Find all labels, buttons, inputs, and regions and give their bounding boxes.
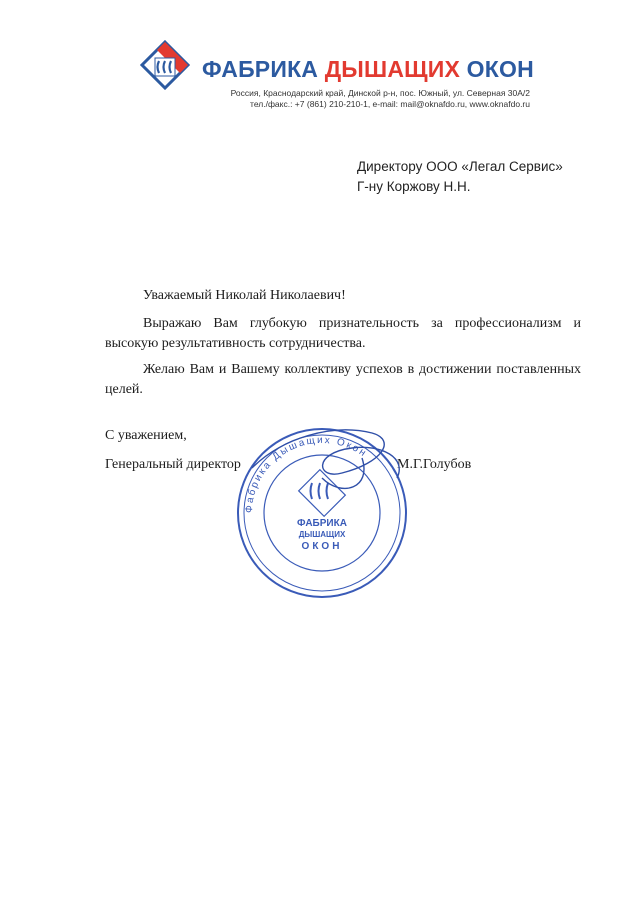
recipient-line-2: Г-ну Коржову Н.Н.: [357, 179, 471, 194]
company-stamp: [222, 418, 422, 608]
company-name-word-1: ФАБРИКА: [202, 56, 319, 82]
company-contacts: тел./факс.: +7 (861) 210-210-1, e-mail: mail@oknafdo.ru, www.oknafdo.ru: [250, 99, 530, 109]
recipient-line-1: Директору ООО «Легал Сервис»: [357, 159, 563, 174]
company-name-word-2: ДЫШАЩИХ: [324, 56, 461, 82]
signer-title: Генеральный директор: [105, 457, 241, 472]
closing-phrase: С уважением,: [105, 428, 187, 443]
stamp-inner-line-1: ФАБРИКА: [297, 518, 347, 529]
stamp-outer-text: Фабрика Дышащих Окон: [243, 434, 370, 514]
svg-text:Фабрика Дышащих Окон: [244, 435, 369, 513]
body-paragraph-2: Желаю Вам и Вашему коллективу успехов в достижении поставленных целей.: [105, 362, 581, 397]
stamp-inner-line-3: ОКОН: [301, 541, 343, 552]
company-address: Россия, Краснодарский край, Динской р-н, пос. Южный, ул. Северная 30А/2: [230, 88, 530, 98]
company-logo: [140, 40, 190, 90]
company-name-word-3: ОКОН: [466, 56, 534, 82]
company-name: [202, 56, 534, 83]
body-paragraph-1: Выражаю Вам глубокую признательность за профессионализм и высокую результативность сотрудничества.: [105, 316, 581, 351]
signer-name: М.Г.Голубов: [397, 457, 472, 472]
stamp-inner-line-2: ДЫШАЩИХ: [298, 530, 346, 539]
salutation: Уважаемый Николай Николаевич!: [143, 288, 346, 303]
